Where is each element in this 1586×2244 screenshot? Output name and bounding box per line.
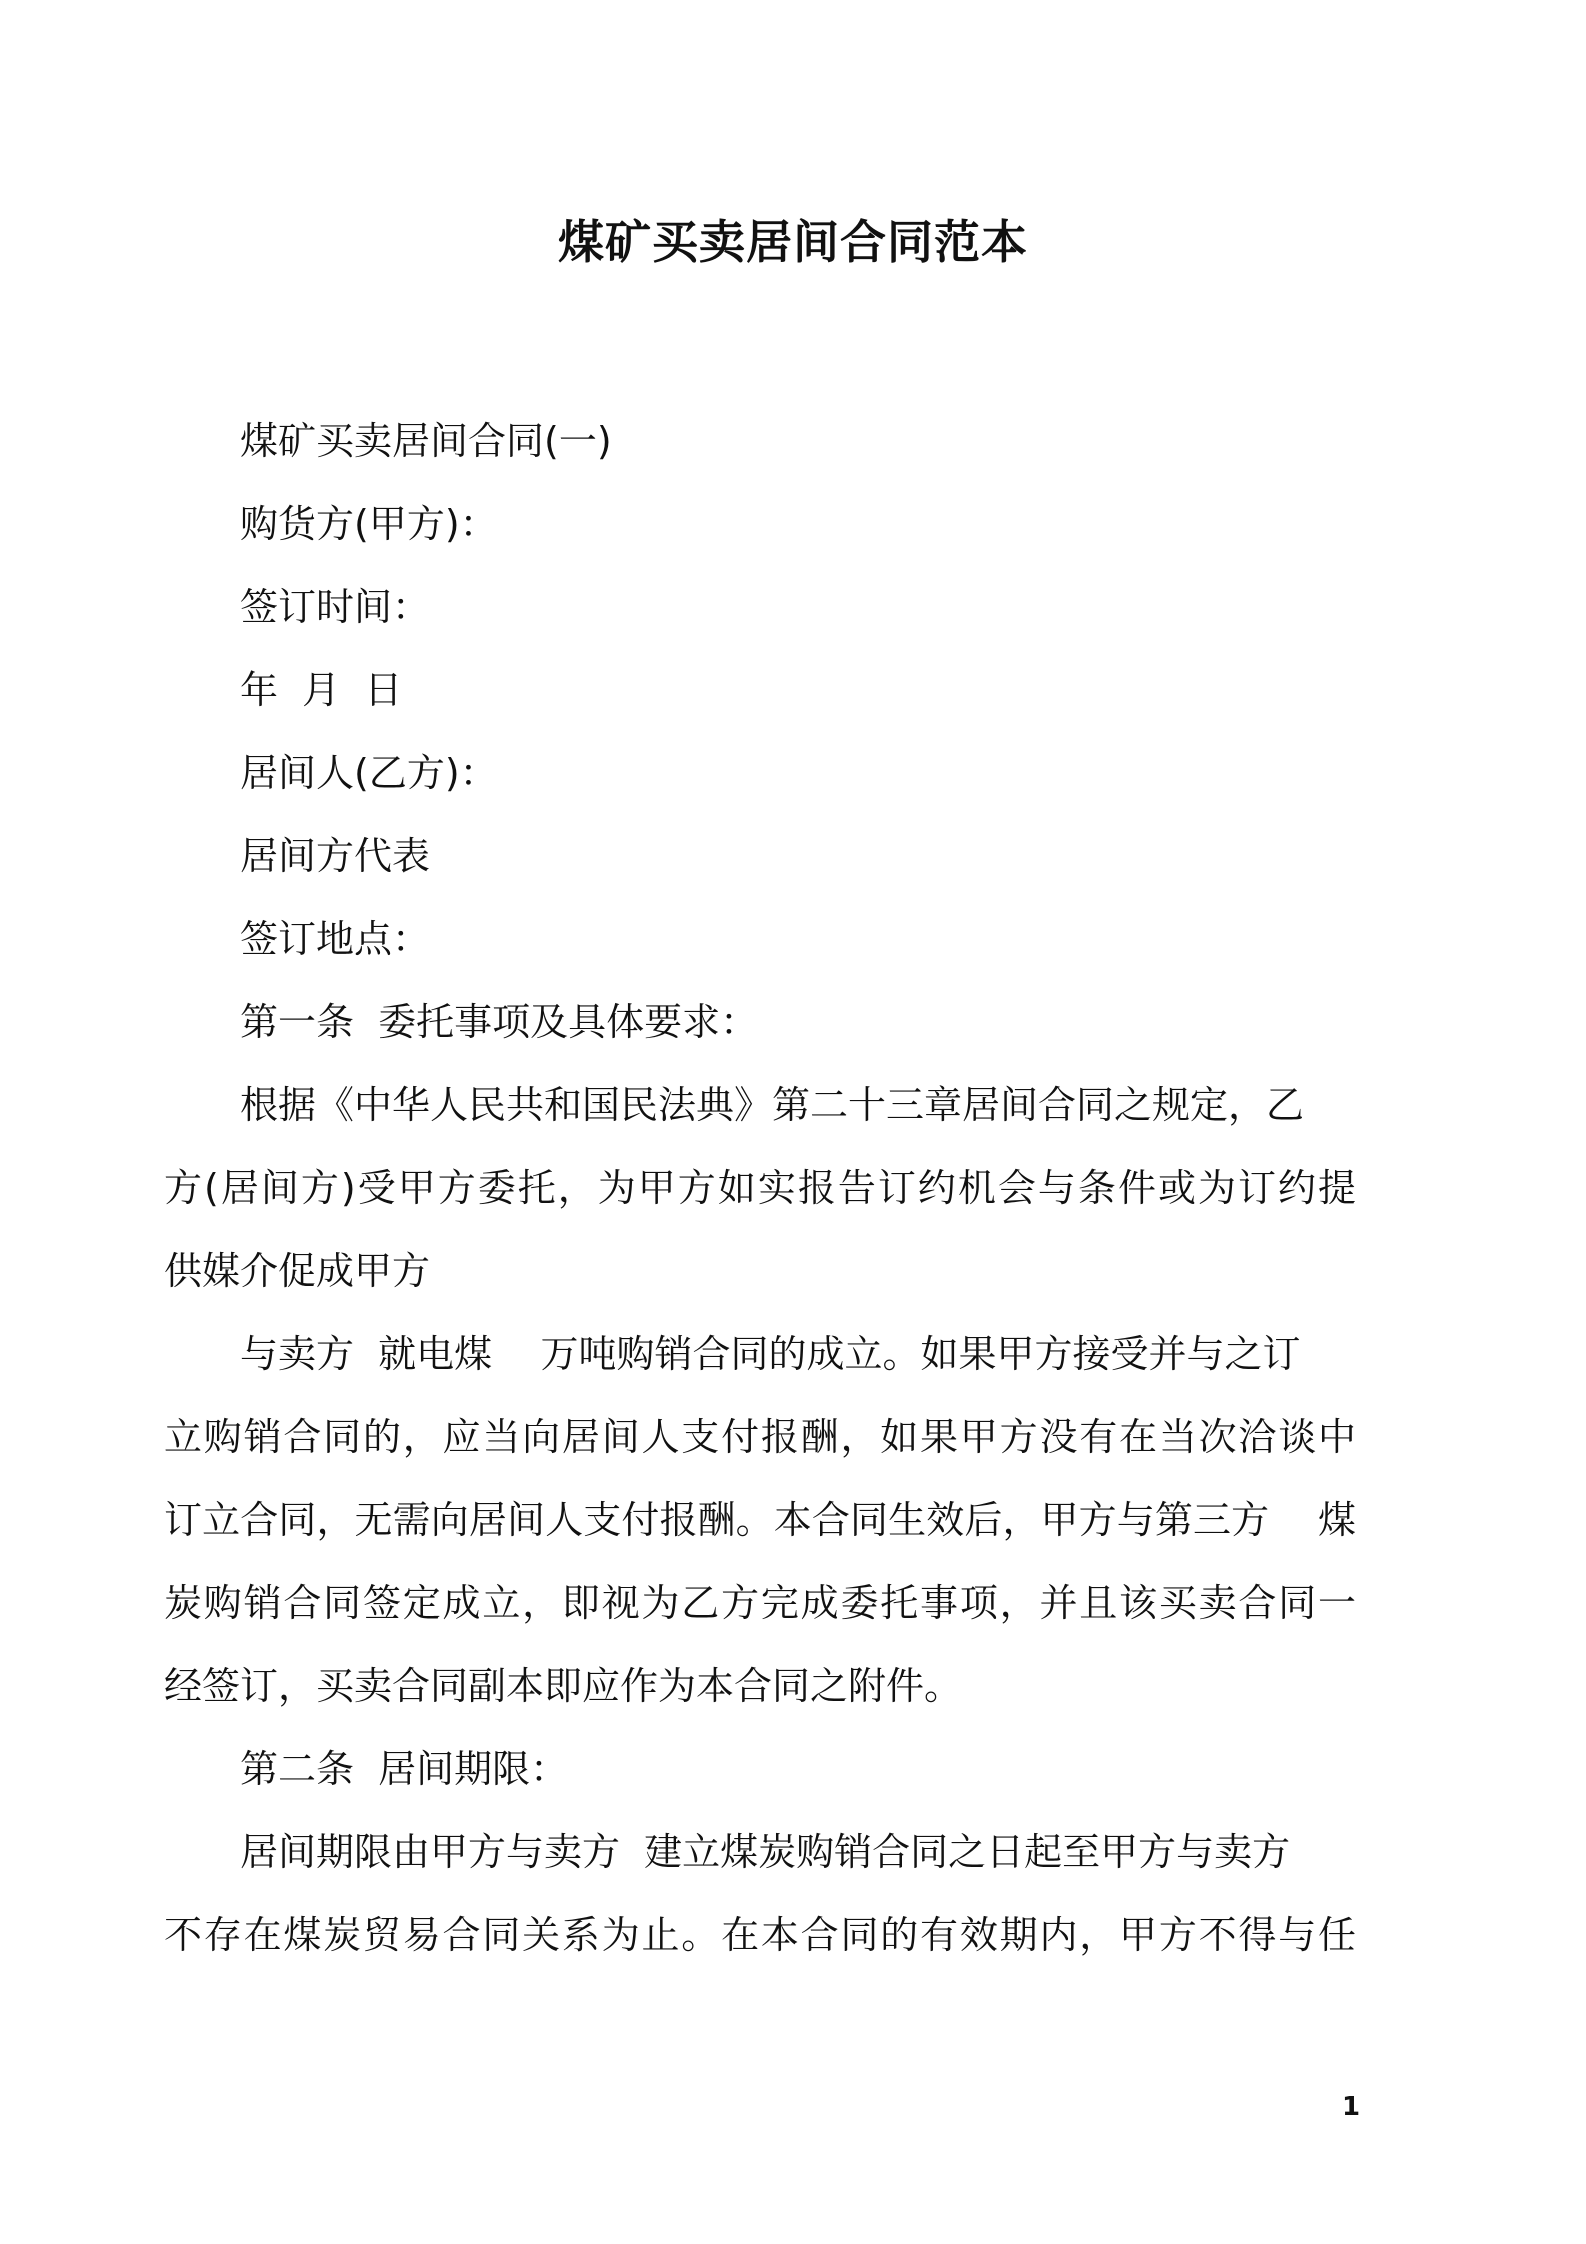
broker-field: 居间人(乙方)： <box>240 751 498 795</box>
article-1-paragraph-2-line-3: 订立合同，无需向居间人支付报酬。本合同生效后，甲方与第三方 煤 <box>164 1498 1356 1542</box>
article-1-heading: 第一条 委托事项及具体要求： <box>240 1000 759 1044</box>
page-number: 1 <box>1341 2092 1361 2122</box>
article-1-paragraph-1-line-3: 供媒介促成甲方 <box>164 1249 431 1293</box>
broker-representative-field: 居间方代表 <box>240 834 431 878</box>
article-2-paragraph-line-2: 不存在煤炭贸易合同关系为止。在本合同的有效期内，甲方不得与任 <box>164 1913 1356 1957</box>
signing-time-field: 签订时间： <box>240 585 431 629</box>
article-1-paragraph-2-line-5: 经签订，买卖合同副本即应作为本合同之附件。 <box>164 1664 963 1708</box>
contract-subtitle: 煤矿买卖居间合同(一) <box>240 419 612 463</box>
date-field: 年 月 日 <box>240 668 403 712</box>
article-1-paragraph-1-line-1: 根据《中华人民共和国民法典》第二十三章居间合同之规定，乙 <box>240 1083 1305 1127</box>
buyer-field: 购货方(甲方)： <box>240 502 498 546</box>
document-body <box>164 400 1356 1977</box>
article-2-paragraph-line-1: 居间期限由甲方与卖方 建立煤炭购销合同之日起至甲方与卖方 <box>240 1830 1291 1874</box>
document-title: 煤矿买卖居间合同范本 <box>558 215 1028 269</box>
article-1-paragraph-2-line-4: 炭购销合同签定成立，即视为乙方完成委托事项，并且该买卖合同一 <box>164 1581 1356 1625</box>
signing-place-field: 签订地点： <box>240 917 431 961</box>
article-1-paragraph-2-line-2: 立购销合同的，应当向居间人支付报酬，如果甲方没有在当次洽谈中 <box>164 1415 1356 1459</box>
article-2-heading: 第二条 居间期限： <box>240 1747 569 1791</box>
article-1-paragraph-1-line-2: 方(居间方)受甲方委托，为甲方如实报告订约机会与条件或为订约提 <box>164 1166 1356 1210</box>
article-1-paragraph-2-line-1: 与卖方 就电煤 万吨购销合同的成立。如果甲方接受并与之订 <box>240 1332 1301 1376</box>
